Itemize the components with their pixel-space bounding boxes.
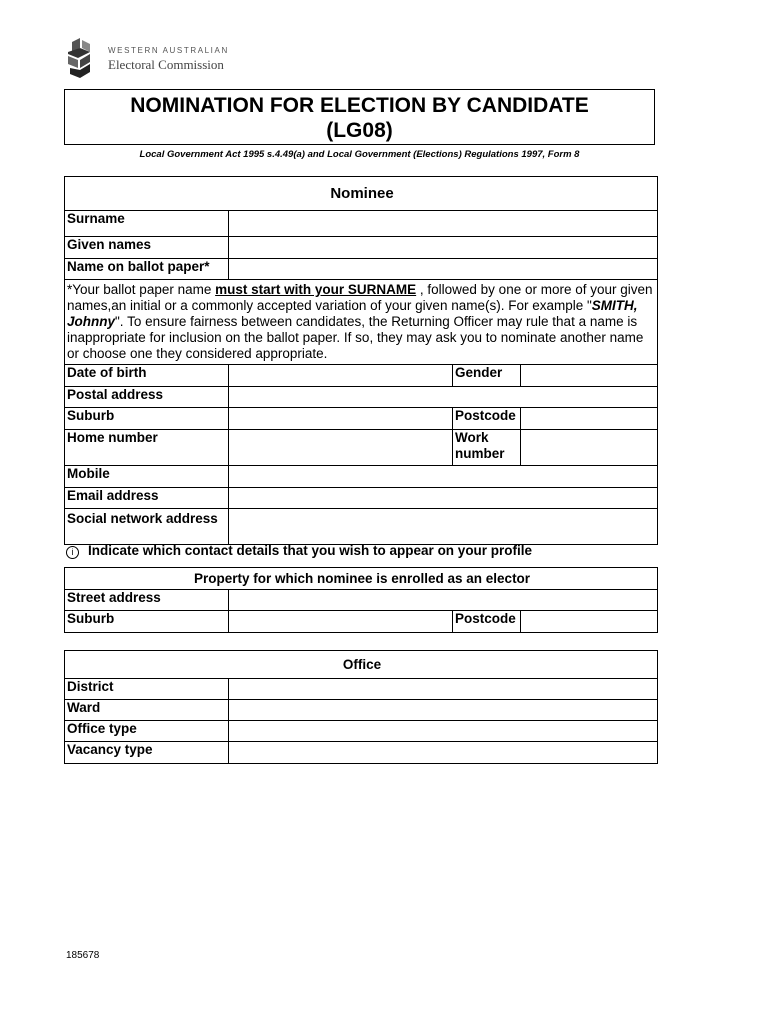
- legislation-reference: Local Government Act 1995 s.4.49(a) and Local Government (Elections) Regulations 1997, Form 8: [139, 149, 580, 160]
- document-code: 185678: [66, 950, 100, 961]
- gender-label: Gender: [453, 365, 521, 387]
- office-type-field[interactable]: [229, 721, 658, 742]
- postcode-label: Postcode: [453, 408, 521, 430]
- mobile-field[interactable]: [229, 466, 658, 488]
- work-number-field[interactable]: [521, 430, 658, 466]
- suburb-label: Suburb: [65, 408, 229, 430]
- email-field[interactable]: [229, 488, 658, 509]
- surname-emphasis: must start with your SURNAME: [215, 282, 417, 297]
- example-name: SMITH, Johnny: [67, 298, 638, 329]
- postal-address-field[interactable]: [229, 387, 658, 408]
- property-heading: Property for which nominee is enrolled as an elector: [65, 568, 658, 590]
- office-heading: Office: [65, 651, 658, 679]
- property-suburb-label: Suburb: [65, 611, 229, 633]
- given-names-label: Given names: [65, 237, 229, 259]
- form-title: NOMINATION FOR ELECTION BY CANDIDATE: [130, 94, 589, 117]
- form-code: (LG08): [326, 119, 393, 142]
- property-suburb-field[interactable]: [229, 611, 453, 633]
- social-network-label: Social network address: [65, 509, 229, 545]
- property-table: [64, 567, 658, 633]
- suburb-field[interactable]: [229, 408, 453, 430]
- surname-field[interactable]: [229, 211, 658, 237]
- mobile-label: Mobile: [65, 466, 229, 488]
- work-number-label: Work number: [453, 430, 521, 466]
- dob-field[interactable]: [229, 365, 453, 387]
- ballot-name-field[interactable]: [229, 259, 658, 280]
- vacancy-type-field[interactable]: [229, 742, 658, 764]
- street-address-label: Street address: [65, 590, 229, 611]
- nominee-heading: Nominee: [65, 177, 658, 211]
- contact-note-text: Indicate which contact details that you wish to appear on your profile: [88, 543, 533, 558]
- vacancy-type-label: Vacancy type: [65, 742, 229, 764]
- email-label: Email address: [65, 488, 229, 509]
- form-title-box: [64, 89, 655, 145]
- info-icon: i: [66, 546, 79, 559]
- home-number-field[interactable]: [229, 430, 453, 466]
- property-postcode-label: Postcode: [453, 611, 521, 633]
- district-field[interactable]: [229, 679, 658, 700]
- ballot-name-label: Name on ballot paper*: [65, 259, 229, 280]
- logo-line1: WESTERN AUSTRALIAN: [108, 46, 229, 55]
- surname-label: Surname: [65, 211, 229, 237]
- logo-mark-icon: [66, 36, 102, 80]
- office-table: [64, 650, 658, 764]
- dob-label: Date of birth: [65, 365, 229, 387]
- nominee-table: [64, 176, 658, 545]
- commission-logo: [66, 36, 246, 80]
- postcode-field[interactable]: [521, 408, 658, 430]
- given-names-field[interactable]: [229, 237, 658, 259]
- logo-line2: Electoral Commission: [108, 57, 224, 72]
- ward-label: Ward: [65, 700, 229, 721]
- ward-field[interactable]: [229, 700, 658, 721]
- ballot-name-note: *Your ballot paper name must start with your SURNAME , followed by one or more of your given names,an initial or a commonly accepted variation of your given name(s). For example "SMITH, Johnny". To ensure fairness between candidates, the Returning Officer may rule that a name is inappropriate for inclusion on the ballot paper. If so, they may ask you to nominate another name or choose one they considered appropriate.: [65, 280, 658, 365]
- gender-field[interactable]: [521, 365, 658, 387]
- contact-details-note: [66, 543, 532, 559]
- property-postcode-field[interactable]: [521, 611, 658, 633]
- social-network-field[interactable]: [229, 509, 658, 545]
- postal-address-label: Postal address: [65, 387, 229, 408]
- street-address-field[interactable]: [229, 590, 658, 611]
- home-number-label: Home number: [65, 430, 229, 466]
- office-type-label: Office type: [65, 721, 229, 742]
- district-label: District: [65, 679, 229, 700]
